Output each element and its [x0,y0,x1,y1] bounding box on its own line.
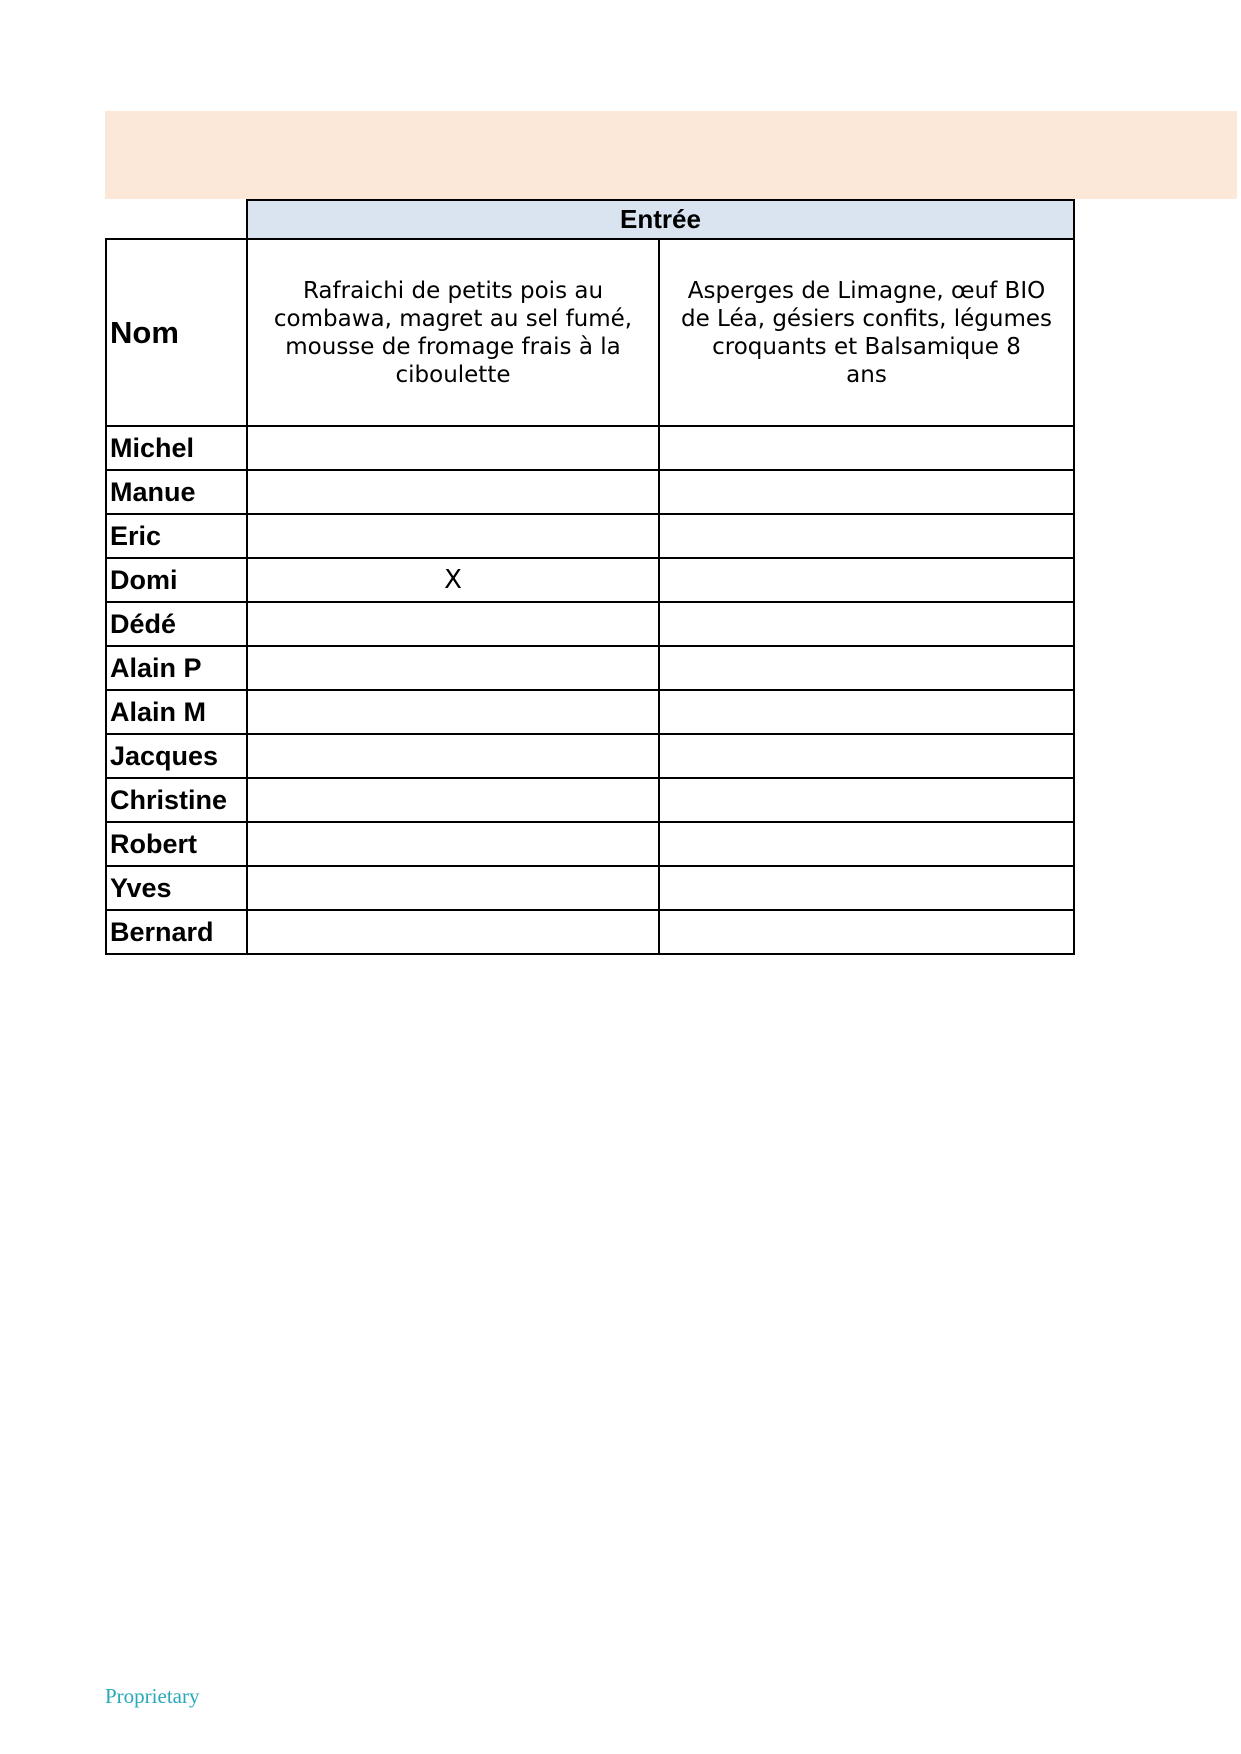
dish2-mark-cell [659,690,1074,734]
dish1-header-line: ciboulette [395,361,511,388]
group-header-row [106,200,1074,239]
table-row [106,822,1074,866]
dish2-mark-cell [659,866,1074,910]
table-row [106,866,1074,910]
dish2-mark-cell [659,470,1074,514]
row-name: Michel [106,426,247,470]
table-row [106,514,1074,558]
table-row [106,734,1074,778]
nom-column-header: Nom [106,239,247,426]
row-name: Dédé [106,602,247,646]
menu-table [105,199,1075,955]
dish2-header-line: Asperges de Limagne, œuf BIO [687,277,1046,304]
table-row [106,470,1074,514]
table-row [106,646,1074,690]
table-row [106,910,1074,954]
dish1-mark-cell [247,646,659,690]
row-name: Yves [106,866,247,910]
row-name: Jacques [106,734,247,778]
dish2-column-header [659,239,1074,426]
dish2-mark-cell [659,514,1074,558]
empty-corner-cell [106,200,247,239]
footer-proprietary: Proprietary [105,1684,200,1708]
dish1-mark-cell [247,778,659,822]
top-banner [105,111,1237,199]
dish2-mark-cell [659,822,1074,866]
dish1-mark-cell [247,866,659,910]
row-name: Domi [106,558,247,602]
dish2-mark-cell [659,734,1074,778]
row-name: Bernard [106,910,247,954]
dish2-header-line: de Léa, gésiers confits, légumes [680,305,1053,332]
table-row [106,690,1074,734]
dish1-mark-cell [247,470,659,514]
dish1-mark-cell [247,514,659,558]
row-name: Eric [106,514,247,558]
row-name: Robert [106,822,247,866]
row-name: Christine [106,778,247,822]
dish1-header-line: Rafraichi de petits pois au [302,277,604,304]
dish1-mark-cell [247,690,659,734]
dish1-mark-cell [247,426,659,470]
dish2-mark-cell [659,910,1074,954]
table-row [106,602,1074,646]
dish1-mark-cell [247,602,659,646]
dish2-mark-cell [659,646,1074,690]
dish2-mark-cell [659,602,1074,646]
dish1-mark-cell: X [247,558,659,602]
row-name: Manue [106,470,247,514]
row-name: Alain M [106,690,247,734]
dish1-mark-cell [247,734,659,778]
dish2-header-line: croquants et Balsamique 8 [712,333,1021,360]
column-header-row [106,239,1074,426]
row-name: Alain P [106,646,247,690]
table-row [106,426,1074,470]
dish1-mark-cell [247,910,659,954]
dish1-mark-cell [247,822,659,866]
dish1-header-line: mousse de fromage frais à la [285,333,621,360]
table-row [106,778,1074,822]
dish2-header-line: ans [846,361,887,388]
table-row [106,558,1074,602]
dish2-mark-cell [659,558,1074,602]
dish2-mark-cell [659,778,1074,822]
dish1-column-header [247,239,659,426]
dish1-header-line: combawa, magret au sel fumé, [273,305,633,332]
dish2-mark-cell [659,426,1074,470]
entree-group-header: Entrée [247,200,1074,239]
